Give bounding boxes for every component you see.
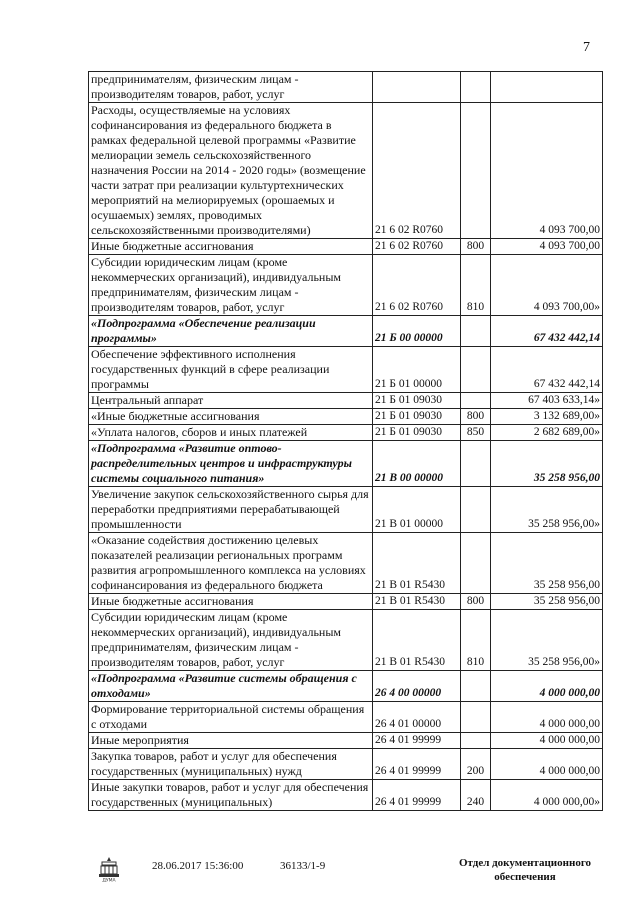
svg-text:ДУМА: ДУМА [102, 878, 116, 882]
row-code: 26 4 01 99999 [373, 749, 461, 780]
row-expense-type [461, 671, 491, 702]
row-code: 21 6 02 R0760 [373, 239, 461, 255]
row-expense-type [461, 103, 491, 239]
row-name: Обеспечение эффективного исполнения государственных функций в сфере реализации программы [89, 347, 373, 393]
row-code: 26 4 00 00000 [373, 671, 461, 702]
row-name: Формирование территориальной системы обращения с отходами [89, 702, 373, 733]
row-code: 21 В 01 R5430 [373, 610, 461, 671]
row-name: Иные закупки товаров, работ и услуг для обеспечения государственных (муниципальных) [89, 780, 373, 811]
row-name: Субсидии юридическим лицам (кроме некоммерческих организаций), индивидуальным предпринимателям, физическим лицам - производителям товаров, работ, услуг [89, 255, 373, 316]
row-amount: 4 000 000,00» [491, 780, 603, 811]
row-expense-type [461, 316, 491, 347]
table-row [89, 347, 603, 393]
row-code: 26 4 01 99999 [373, 733, 461, 749]
department-stamp [450, 856, 600, 884]
footer-doc-number: 36133/1-9 [280, 860, 326, 872]
row-amount: 4 000 000,00 [491, 702, 603, 733]
row-expense-type: 800 [461, 239, 491, 255]
row-name: «Подпрограмма «Развитие оптово-распределительных центров и инфраструктуры системы социального питания» [89, 441, 373, 487]
row-name: Иные мероприятия [89, 733, 373, 749]
row-amount: 67 432 442,14 [491, 316, 603, 347]
row-expense-type [461, 441, 491, 487]
table-row [89, 671, 603, 702]
table-row [89, 780, 603, 811]
row-code: 21 В 01 R5430 [373, 594, 461, 610]
row-expense-type: 200 [461, 749, 491, 780]
row-name: «Подпрограмма «Обеспечение реализации программы» [89, 316, 373, 347]
row-amount: 4 000 000,00 [491, 671, 603, 702]
row-amount: 35 258 956,00» [491, 487, 603, 533]
table-row [89, 594, 603, 610]
row-code: 21 6 02 R0760 [373, 103, 461, 239]
page-number: 7 [583, 40, 590, 55]
row-amount: 67 432 442,14 [491, 347, 603, 393]
row-name: Иные бюджетные ассигнования [89, 594, 373, 610]
stamp-line-2: обеспечения [494, 871, 556, 883]
row-code [373, 72, 461, 103]
row-expense-type: 240 [461, 780, 491, 811]
row-expense-type [461, 347, 491, 393]
row-name: Закупка товаров, работ и услуг для обеспечения государственных (муниципальных) нужд [89, 749, 373, 780]
table-row [89, 702, 603, 733]
row-amount: 4 093 700,00 [491, 103, 603, 239]
row-amount [491, 72, 603, 103]
row-name: Иные бюджетные ассигнования [89, 239, 373, 255]
row-name: Увеличение закупок сельскохозяйственного сырья для переработки предприятиями перерабатывающей промышленности [89, 487, 373, 533]
row-name: «Иные бюджетные ассигнования [89, 409, 373, 425]
row-expense-type [461, 487, 491, 533]
row-code: 26 4 01 99999 [373, 780, 461, 811]
row-code: 21 6 02 R0760 [373, 255, 461, 316]
row-amount: 2 682 689,00» [491, 425, 603, 441]
row-expense-type: 800 [461, 594, 491, 610]
row-code: 21 В 00 00000 [373, 441, 461, 487]
table-row [89, 393, 603, 409]
table-row [89, 733, 603, 749]
row-expense-type [461, 733, 491, 749]
stamp-line-1: Отдел документационного [458, 857, 592, 869]
row-amount: 35 258 956,00 [491, 594, 603, 610]
row-expense-type: 810 [461, 255, 491, 316]
table-row [89, 72, 603, 103]
row-amount: 4 000 000,00 [491, 749, 603, 780]
row-amount: 35 258 956,00 [491, 441, 603, 487]
row-amount: 4 093 700,00 [491, 239, 603, 255]
row-name: Центральный аппарат [89, 393, 373, 409]
row-expense-type [461, 393, 491, 409]
table-row [89, 255, 603, 316]
row-expense-type [461, 702, 491, 733]
row-name: «Уплата налогов, сборов и иных платежей [89, 425, 373, 441]
table-row [89, 610, 603, 671]
budget-table [88, 71, 603, 811]
row-expense-type [461, 533, 491, 594]
row-code: 21 Б 01 09030 [373, 409, 461, 425]
table-row [89, 425, 603, 441]
row-name: Расходы, осуществляемые на условиях софинансирования из федерального бюджета в рамках федеральной целевой программы «Развитие мелиорации земель сельскохозяйственного назначения России на 2014 - 2020 годы» (возмещение части затрат при реализации культуртехнических мероприятий на мелиорируемых (орошаемых и осушаемых) землях, проводимых сельскохозяйственными производителями) [89, 103, 373, 239]
row-code: 21 В 01 00000 [373, 487, 461, 533]
table-row [89, 239, 603, 255]
row-expense-type: 850 [461, 425, 491, 441]
row-code: 21 Б 01 09030 [373, 425, 461, 441]
row-expense-type: 800 [461, 409, 491, 425]
table-row [89, 409, 603, 425]
row-amount: 67 403 633,14» [491, 393, 603, 409]
row-expense-type [461, 72, 491, 103]
row-amount: 4 000 000,00 [491, 733, 603, 749]
row-name: «Оказание содействия достижению целевых показателей реализации региональных программ развития агропромышленного комплекса на условиях софинансирования из федерального бюджета [89, 533, 373, 594]
row-amount: 4 093 700,00» [491, 255, 603, 316]
table-row [89, 749, 603, 780]
footer-datetime: 28.06.2017 15:36:00 [152, 860, 244, 872]
row-name: Субсидии юридическим лицам (кроме некоммерческих организаций), индивидуальным предпринимателям, физическим лицам - производителям товаров, работ, услуг [89, 610, 373, 671]
row-code: 26 4 01 00000 [373, 702, 461, 733]
row-name: «Подпрограмма «Развитие системы обращения с отходами» [89, 671, 373, 702]
row-amount: 3 132 689,00» [491, 409, 603, 425]
row-code: 21 Б 01 00000 [373, 347, 461, 393]
table-row [89, 533, 603, 594]
row-name: предпринимателям, физическим лицам - производителям товаров, работ, услуг [89, 72, 373, 103]
row-amount: 35 258 956,00 [491, 533, 603, 594]
row-code: 21 Б 00 00000 [373, 316, 461, 347]
row-amount: 35 258 956,00» [491, 610, 603, 671]
row-code: 21 В 01 R5430 [373, 533, 461, 594]
table-row [89, 441, 603, 487]
table-row [89, 487, 603, 533]
table-row [89, 316, 603, 347]
row-code: 21 Б 01 09030 [373, 393, 461, 409]
row-expense-type: 810 [461, 610, 491, 671]
duma-emblem-icon [98, 856, 120, 882]
table-row [89, 103, 603, 239]
